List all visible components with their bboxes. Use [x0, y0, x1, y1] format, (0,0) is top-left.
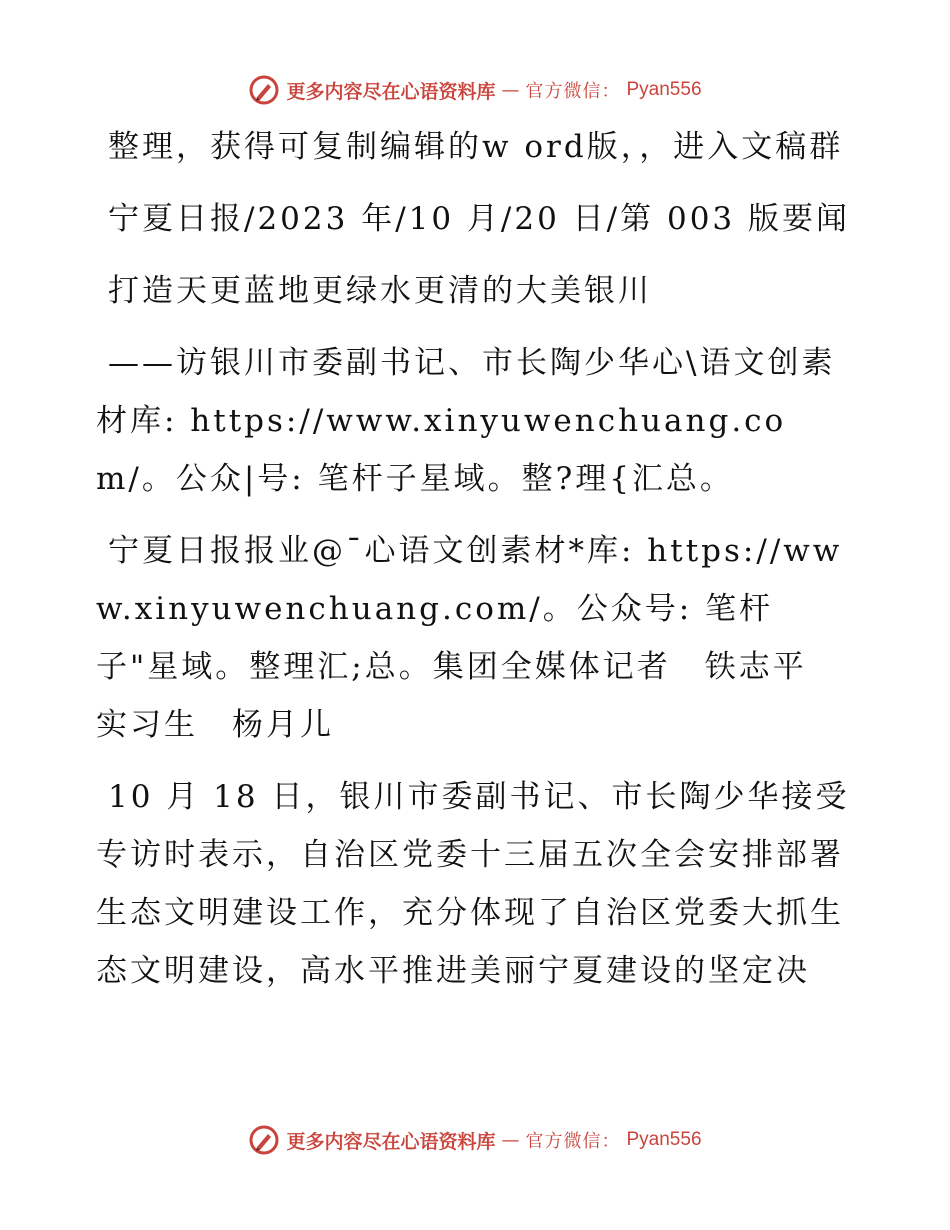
document-body [96, 118, 856, 1014]
paragraph-intro-note: 整理，获得可复制编辑的w ord版，，进入文稿群 [108, 129, 844, 165]
paragraph-source-line: 宁夏日报/2023 年/10 月/20 日/第 003 版要闻 [108, 201, 851, 237]
article-headline: 打造天更蓝地更绿水更清的大美银川 [108, 273, 652, 309]
watermark-dash: — [501, 1129, 520, 1151]
footer-watermark-banner [0, 1120, 950, 1160]
watermark-wechat-label: 官方微信： [525, 1131, 621, 1152]
watermark-brand-text: 更多内容尽在心语资料库 [286, 80, 496, 103]
article-byline: 宁夏日报报业@¯心语文创素材*库: https://www.xinyuwenchuang.com/。公众号: 笔杆子"星域。整理汇;总。集团全媒体记者 铁志平 实习生 杨月儿 [96, 533, 843, 743]
article-subheadline: ——访银川市委副书记、市长陶少华心\语文创素材库: https://www.xinyuwenchuang.com/。公众|号: 笔杆子星域。整?理{汇总。 [96, 345, 836, 497]
article-body-paragraph: 10 月 18 日，银川市委副书记、市长陶少华接受专访时表示，自治区党委十三届五次全会安排部署生态文明建设工作，充分体现了自治区党委大抓生态文明建设，高水平推进美丽宁夏建设的坚定决 [96, 779, 850, 989]
watermark-wechat-account: Pyan556 [626, 79, 702, 100]
watermark-wechat-account: Pyan556 [626, 1129, 702, 1150]
watermark-dash: — [501, 79, 520, 101]
pen-circle-logo-icon [248, 1124, 280, 1156]
watermark-brand-text: 更多内容尽在心语资料库 [286, 1130, 496, 1153]
watermark-wechat-label: 官方微信： [525, 81, 621, 102]
pen-circle-logo-icon [248, 74, 280, 106]
header-watermark-banner [0, 70, 950, 110]
